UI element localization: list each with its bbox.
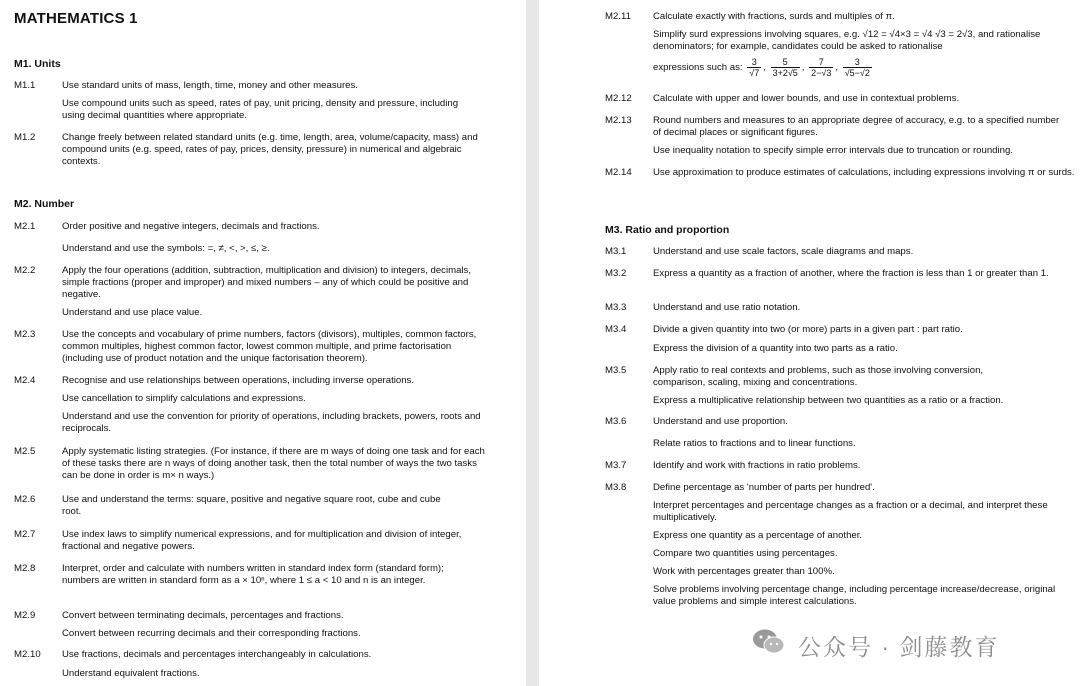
fraction	[843, 57, 872, 78]
watermark	[752, 626, 1052, 660]
fraction-numerator: 7	[809, 57, 833, 68]
section-heading-units: M1. Units	[14, 58, 61, 70]
fraction	[747, 57, 761, 78]
watermark-text: 公众号 · 剑藤教育	[798, 634, 1000, 660]
item-id: M2.13	[605, 115, 632, 126]
item-id: M2.4	[14, 375, 36, 386]
item-text: expressions such as:	[653, 61, 743, 73]
fraction-denominator: 3+2√5	[772, 68, 798, 78]
section-heading-ratio: M3. Ratio and proportion	[605, 224, 730, 236]
item-id: M3.6	[605, 416, 627, 427]
item-text: Use and understand the terms: square, positive and negative square root, cube and cube root.	[62, 494, 441, 517]
item-id: M3.3	[605, 302, 627, 313]
item-text: Divide a given quantity into two (or more) parts in a given part : part ratio.	[653, 324, 963, 335]
item-text: Use approximation to produce estimates of calculations, including expressions involving π or surds.	[653, 167, 1075, 178]
item-text: Understand and use the convention for priority of operations, including brackets, powers, roots and reciprocals.	[62, 411, 481, 434]
item-text: Convert between terminating decimals, percentages and fractions.	[62, 610, 344, 621]
item-id: M2.2	[14, 265, 36, 276]
item-text: Convert between recurring decimals and their corresponding fractions.	[62, 628, 361, 639]
item-text: Calculate with upper and lower bounds, and use in contextual problems.	[653, 93, 960, 104]
item-id: M3.1	[605, 246, 627, 257]
item-id: M3.4	[605, 324, 627, 335]
fraction-numerator: 5	[771, 57, 800, 68]
item-id: M1.1	[14, 80, 36, 91]
item-text: Order positive and negative integers, decimals and fractions.	[62, 221, 320, 232]
item-text: Use cancellation to simplify calculations and expressions.	[62, 393, 306, 404]
item-id: M2.3	[14, 329, 36, 340]
item-text: Understand and use scale factors, scale diagrams and maps.	[653, 246, 914, 257]
item-id: M2.7	[14, 529, 36, 540]
document-title: MATHEMATICS 1	[14, 10, 138, 27]
item-id: M1.2	[14, 132, 36, 143]
item-id: M2.5	[14, 446, 36, 457]
fraction	[771, 57, 800, 78]
fraction-numerator: 3	[843, 57, 872, 68]
item-text: Solve problems involving percentage change, including percentage increase/decrease, original value problems and simple interest calculations.	[653, 584, 1056, 607]
item-text: Understand and use proportion.	[653, 416, 788, 427]
item-id: M3.7	[605, 460, 627, 471]
item-text: Define percentage as 'number of parts per hundred'.	[653, 482, 875, 493]
item-id: M2.12	[605, 93, 632, 104]
item-text: Understand equivalent fractions.	[62, 668, 200, 679]
item-text: Interpret, order and calculate with numbers written in standard index form (standard form); numbers are written in standard form as a × 10ⁿ, where 1 ≤ a < 10 and n is an integer.	[62, 563, 444, 586]
item-text: Use index laws to simplify numerical expressions, and for multiplication and division of integer, fractional and negative powers.	[62, 529, 462, 552]
item-id: M2.1	[14, 221, 36, 232]
item-id: M2.14	[605, 167, 632, 178]
item-text: Use inequality notation to specify simple error intervals due to truncation or rounding.	[653, 145, 1013, 156]
item-id: M3.2	[605, 268, 627, 279]
item-text: Apply the four operations (addition, subtraction, multiplication and division) to integers, decimals, simple fractions (proper and improper) and mixed numbers – any of which could be positive and negative.	[62, 265, 472, 300]
item-id: M3.5	[605, 365, 627, 376]
item-text: Understand and use ratio notation.	[653, 302, 801, 313]
item-text: Interpret percentages and percentage changes as a fraction or a decimal, and interpret these multiplicatively.	[653, 500, 1048, 523]
item-text: Relate ratios to fractions and to linear functions.	[653, 438, 856, 449]
item-text: Work with percentages greater than 100%.	[653, 566, 835, 577]
fraction	[809, 57, 833, 78]
item-text: Express one quantity as a percentage of another.	[653, 530, 863, 541]
item-text: Use the concepts and vocabulary of prime numbers, factors (divisors), multiples, common factors, common multiples, highest common factor, lowest common multiple, and prime factorisation (including use of product notation and the unique factorisation theorem).	[62, 329, 477, 364]
item-text: Calculate exactly with fractions, surds and multiples of π.	[653, 11, 895, 22]
item-text: Apply systematic listing strategies. (For instance, if there are m ways of doing one task and for each of these tasks there are n ways of doing another task, then the total number of ways the two tasks can be done in order is m× n ways.)	[62, 446, 485, 481]
item-text: Use standard units of mass, length, time, money and other measures.	[62, 80, 358, 91]
item-text: Change freely between related standard units (e.g. time, length, area, volume/capacity, mass) and compound units (e.g. speed, rates of pay, prices, density, pressure) in numerical and algebraic contexts.	[62, 132, 478, 167]
item-id: M2.10	[14, 649, 41, 660]
item-id: M2.8	[14, 563, 36, 574]
item-text: Compare two quantities using percentages.	[653, 548, 838, 559]
item-text: Identify and work with fractions in ratio problems.	[653, 460, 861, 471]
item-text: Understand and use place value.	[62, 307, 203, 318]
fraction-denominator: √5−√2	[844, 68, 870, 78]
item-text: Recognise and use relationships between operations, including inverse operations.	[62, 375, 414, 386]
item-text: Understand and use the symbols: =, ≠, <, >, ≤, ≥.	[62, 243, 270, 254]
fraction-numerator: 3	[747, 57, 761, 68]
item-text: Round numbers and measures to an appropriate degree of accuracy, e.g. to a specified number of decimal places or significant figures.	[653, 115, 1060, 138]
item-id: M2.9	[14, 610, 36, 621]
item-text: Express the division of a quantity into two parts as a ratio.	[653, 343, 898, 354]
page-gutter	[526, 0, 539, 686]
section-heading-number: M2. Number	[14, 198, 75, 210]
item-id: M2.11	[605, 11, 631, 22]
item-id: M2.6	[14, 494, 36, 505]
item-text: Simplify surd expressions involving squares, e.g. √12 = √4×3 = √4 √3 = 2√3, and rationalise denominators; for example, candidates could be asked to rationalise	[653, 29, 1041, 52]
fraction-denominator: 2−√3	[811, 68, 832, 78]
fraction-denominator: √7	[749, 68, 760, 78]
surd-examples: expressions such as: $\frac{3}{√7}$ , $\frac{5}{3+2√5}$ , $\frac{7}{2-√3}$ , $\frac{3}{√5-√2}$	[653, 57, 870, 78]
item-id: M3.8	[605, 482, 627, 493]
item-text: Express a quantity as a fraction of another, where the fraction is less than 1 or greater than 1.	[653, 268, 1049, 279]
item-text: Express a multiplicative relationship between two quantities as a ratio or a fraction.	[653, 395, 1004, 406]
wechat-icon	[752, 628, 786, 656]
item-text: Use compound units such as speed, rates of pay, unit pricing, density and pressure, including using decimal quantities where appropriate.	[62, 98, 459, 121]
item-text: Apply ratio to real contexts and problems, such as those involving conversion, comparison, scaling, mixing and concentrations.	[653, 365, 984, 388]
item-text: Use fractions, decimals and percentages interchangeably in calculations.	[62, 649, 372, 660]
